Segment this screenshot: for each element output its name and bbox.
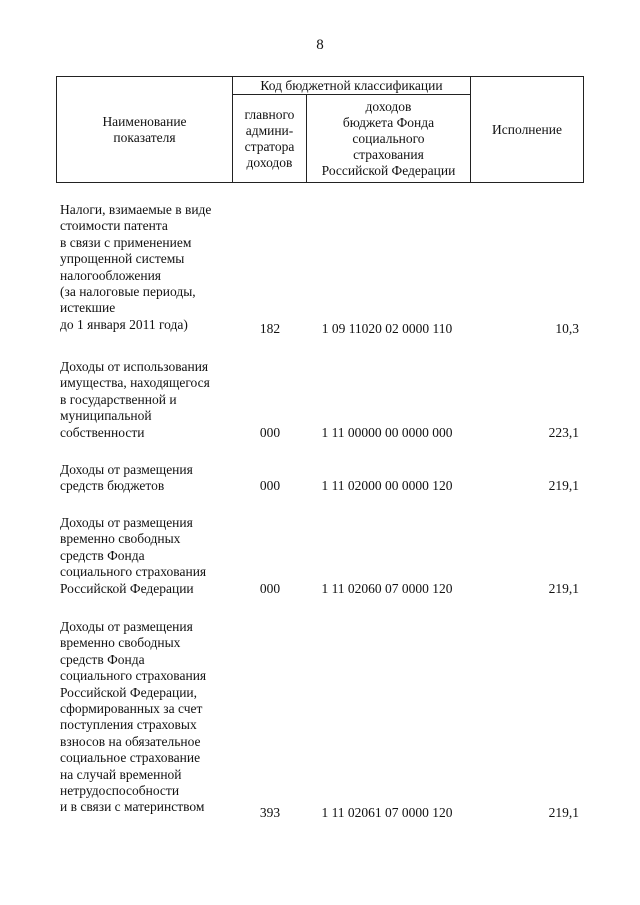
row-budget-code: 1 09 11020 02 0000 110 bbox=[321, 321, 453, 336]
row-budget-code: 1 11 02000 00 0000 120 bbox=[321, 478, 453, 493]
header-right-border bbox=[583, 76, 584, 183]
row-execution-value: 219,1 bbox=[548, 805, 579, 820]
row-budget-code: 1 11 02061 07 0000 120 bbox=[321, 805, 453, 820]
row-execution-value: 219,1 bbox=[548, 581, 579, 596]
row-name: Доходы от размещения временно свободных средств Фонда социального страхования Российской Федерации, сформированных за счет поступления страховых взносов на обязательное социальное страхование на случай временной нетрудоспособности и в связи с материнством bbox=[60, 619, 207, 815]
row-admin-code: 000 bbox=[259, 581, 281, 596]
row-admin-code: 000 bbox=[259, 478, 281, 493]
header-name: Наименование показателя bbox=[102, 113, 187, 145]
row-budget-code: 1 11 02060 07 0000 120 bbox=[321, 581, 453, 596]
header-admin: главного админи- стратора доходов bbox=[244, 106, 295, 170]
row-name: Налоги, взимаемые в виде стоимости патента в связи с применением упрощенной системы налогообложения (за налоговые периоды, истекшие до 1 января 2011 года) bbox=[60, 202, 212, 332]
row-admin-code: 393 bbox=[259, 805, 281, 820]
row-name: Доходы от размещения средств бюджетов bbox=[60, 462, 193, 494]
row-name: Доходы от использования имущества, находящегося в государственной и муниципальной собственности bbox=[60, 359, 210, 440]
row-execution-value: 10,3 bbox=[555, 321, 579, 336]
row-execution-value: 223,1 bbox=[548, 425, 579, 440]
row-admin-code: 182 bbox=[259, 321, 281, 336]
page-number: 8 bbox=[316, 37, 324, 53]
header-income: доходов бюджета Фонда социального страхования Российской Федерации bbox=[321, 98, 456, 178]
row-name: Доходы от размещения временно свободных средств Фонда социального страхования Российской Федерации bbox=[60, 515, 207, 596]
header-execution: Исполнение bbox=[492, 121, 562, 137]
header-bottom-border bbox=[56, 182, 584, 183]
row-execution-value: 219,1 bbox=[548, 478, 579, 493]
row-budget-code: 1 11 00000 00 0000 000 bbox=[321, 425, 453, 440]
row-admin-code: 000 bbox=[259, 425, 281, 440]
header-budget-code-group: Код бюджетной классификации bbox=[260, 77, 443, 93]
